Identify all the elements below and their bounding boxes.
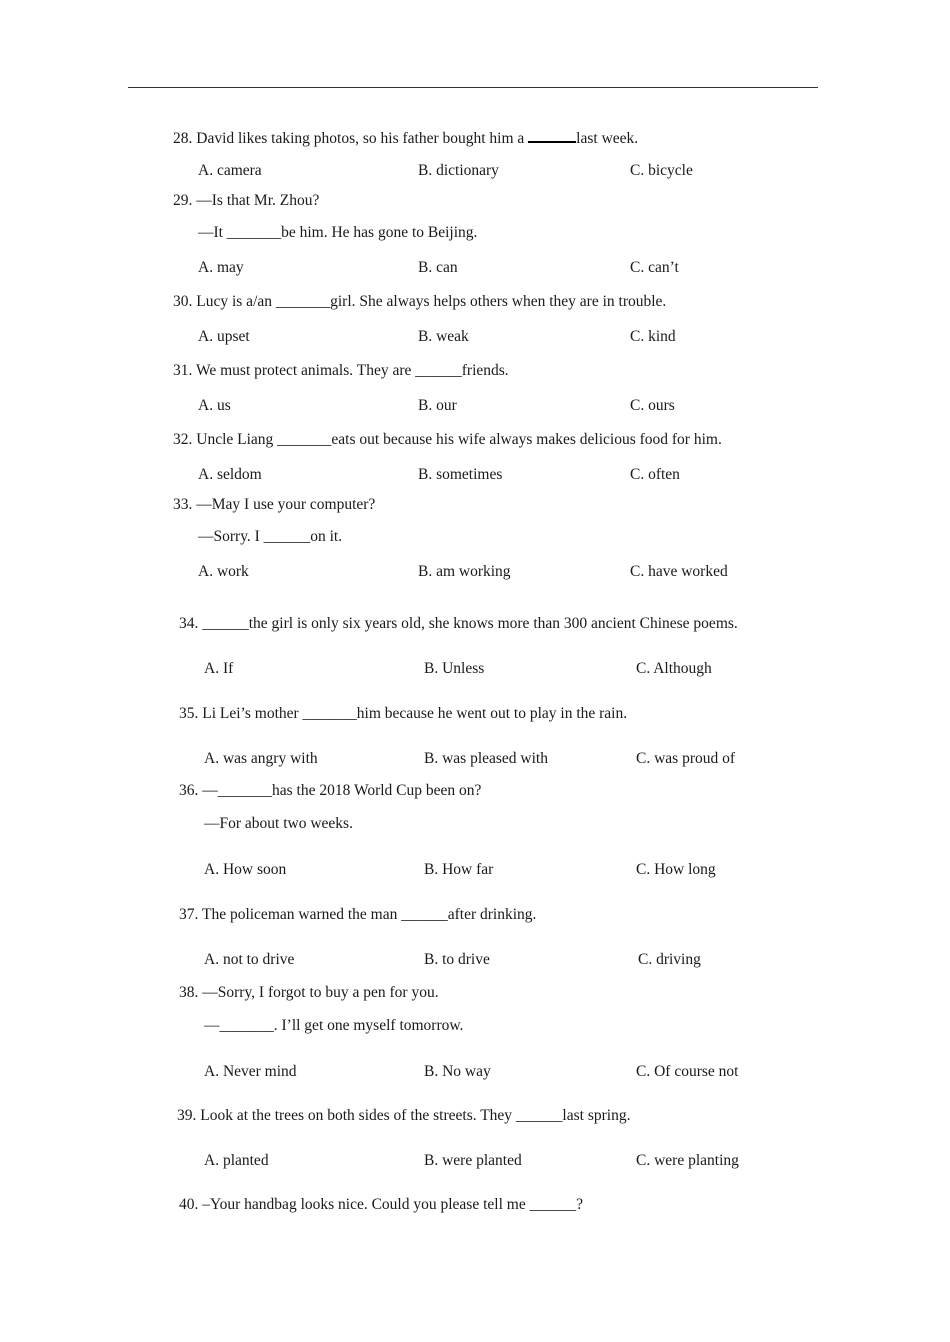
question-30-option-b: B. weak xyxy=(418,328,469,345)
question-31-stem: 31. We must protect animals. They are ______friends. xyxy=(173,362,509,379)
question-34-stem: 34. ______the girl is only six years old, she knows more than 300 ancient Chinese poems. xyxy=(179,615,738,632)
question-37-option-a: A. not to drive xyxy=(204,951,295,968)
question-28-option-c: C. bicycle xyxy=(630,162,693,179)
question-37-option-b: B. to drive xyxy=(424,951,490,968)
question-32-option-a: A. seldom xyxy=(198,466,262,483)
question-36-stem: 36. —_______has the 2018 World Cup been on? xyxy=(179,782,482,799)
question-29-stem: 29. —Is that Mr. Zhou? xyxy=(173,192,320,209)
question-30-stem: 30. Lucy is a/an _______girl. She always helps others when they are in trouble. xyxy=(173,293,667,310)
question-35-stem: 35. Li Lei’s mother _______him because he went out to play in the rain. xyxy=(179,705,628,722)
question-40-stem: 40. –Your handbag looks nice. Could you please tell me ______? xyxy=(179,1196,583,1213)
question-39-option-c: C. were planting xyxy=(636,1152,739,1169)
question-28-option-a: A. camera xyxy=(198,162,262,179)
question-30-option-c: C. kind xyxy=(630,328,676,345)
question-38-option-a: A. Never mind xyxy=(204,1063,297,1080)
question-31-option-b: B. our xyxy=(418,397,457,414)
question-28-option-b: B. dictionary xyxy=(418,162,499,179)
question-34-option-b: B. Unless xyxy=(424,660,485,677)
question-38-response: —_______. I’ll get one myself tomorrow. xyxy=(204,1017,464,1034)
question-39-stem: 39. Look at the trees on both sides of the streets. They ______last spring. xyxy=(177,1107,631,1124)
header-rule xyxy=(128,87,818,88)
question-36-option-a: A. How soon xyxy=(204,861,287,878)
question-33-option-c: C. have worked xyxy=(630,563,728,580)
question-38-option-c: C. Of course not xyxy=(636,1063,739,1080)
question-37-option-c: C. driving xyxy=(638,951,701,968)
question-35-option-b: B. was pleased with xyxy=(424,750,548,767)
answer-blank xyxy=(528,127,576,143)
question-29-option-a: A. may xyxy=(198,259,244,276)
question-39-option-a: A. planted xyxy=(204,1152,269,1169)
question-28-text-a: 28. David likes taking photos, so his father bought him a xyxy=(173,130,529,147)
question-28-stem xyxy=(173,127,638,148)
question-35-option-a: A. was angry with xyxy=(204,750,318,767)
question-29-response: —It _______be him. He has gone to Beijing. xyxy=(198,224,478,241)
question-35-option-c: C. was proud of xyxy=(636,750,736,767)
question-31-option-a: A. us xyxy=(198,397,231,414)
question-39-option-b: B. were planted xyxy=(424,1152,522,1169)
question-34-option-a: A. If xyxy=(204,660,234,677)
question-31-option-c: C. ours xyxy=(630,397,675,414)
question-38-option-b: B. No way xyxy=(424,1063,491,1080)
question-33-option-a: A. work xyxy=(198,563,249,580)
question-32-option-c: C. often xyxy=(630,466,680,483)
question-33-option-b: B. am working xyxy=(418,563,511,580)
question-36-response: —For about two weeks. xyxy=(204,815,353,832)
question-36-option-c: C. How long xyxy=(636,861,716,878)
question-33-stem: 33. —May I use your computer? xyxy=(173,496,376,513)
question-29-option-b: B. can xyxy=(418,259,458,276)
question-33-response: —Sorry. I ______on it. xyxy=(198,528,343,545)
question-32-option-b: B. sometimes xyxy=(418,466,503,483)
question-36-option-b: B. How far xyxy=(424,861,494,878)
question-28-text-b: last week. xyxy=(576,130,639,147)
question-30-option-a: A. upset xyxy=(198,328,250,345)
question-34-option-c: C. Although xyxy=(636,660,712,677)
question-32-stem: 32. Uncle Liang _______eats out because his wife always makes delicious food for him. xyxy=(173,431,722,448)
question-37-stem: 37. The policeman warned the man ______after drinking. xyxy=(179,906,537,923)
question-38-stem: 38. —Sorry, I forgot to buy a pen for you. xyxy=(179,984,439,1001)
question-29-option-c: C. can’t xyxy=(630,259,679,276)
